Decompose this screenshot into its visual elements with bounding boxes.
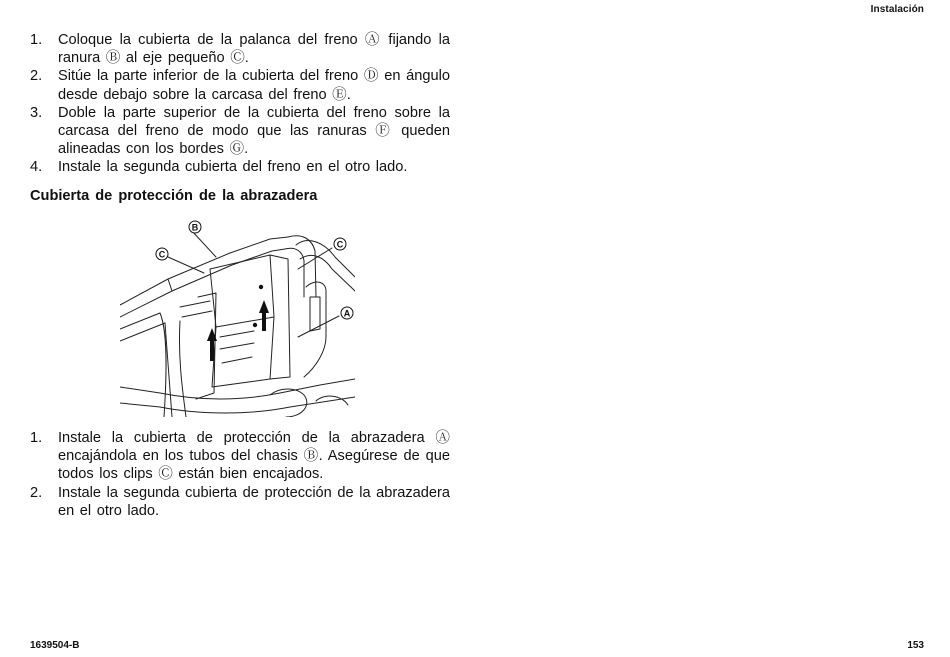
svg-text:C: C — [336, 239, 344, 250]
step-number: 1. — [30, 32, 43, 48]
line-drawing — [120, 231, 355, 417]
callout-label-c — [334, 238, 346, 250]
list-item — [30, 67, 450, 103]
section-heading: Cubierta de protección de la abrazadera — [30, 188, 318, 204]
svg-text:C: C — [158, 249, 166, 260]
page-number: 153 — [907, 640, 924, 651]
step-text: Coloque la cubierta de la palanca del freno Ⓐ fijando la ranura Ⓑ al eje pequeño Ⓒ. — [58, 32, 450, 67]
step-number: 3. — [30, 104, 43, 121]
step-text: Sitúe la parte inferior de la cubierta del freno Ⓓ en ángulo desde debajo sobre la carcasa del freno Ⓔ. — [58, 68, 450, 103]
callout-label-a — [341, 307, 353, 319]
clamp-cover-steps — [30, 429, 450, 520]
running-header-section: Instalación — [870, 4, 924, 15]
clamp-cover-illustration — [120, 217, 355, 417]
document-number: 1639504-B — [30, 640, 80, 651]
svg-text:A: A — [343, 308, 351, 319]
list-item — [30, 158, 450, 176]
list-item — [30, 429, 450, 484]
step-number: 2. — [30, 484, 43, 501]
clip-dot — [253, 323, 257, 327]
brake-cover-steps — [30, 31, 450, 177]
step-number: 1. — [30, 430, 43, 446]
list-item — [30, 484, 450, 520]
callout-label-c — [156, 248, 168, 260]
step-number: 4. — [30, 159, 43, 176]
callout-label-b — [189, 221, 201, 233]
step-text: Doble la parte superior de la cubierta del freno sobre la carcasa del freno de modo que las ranuras Ⓕ queden alineadas con los bordes Ⓖ. — [58, 104, 450, 158]
clip-dot — [259, 285, 263, 289]
step-text: Instale la segunda cubierta del freno en el otro lado. — [58, 159, 408, 176]
list-item — [30, 104, 450, 159]
step-text: Instale la cubierta de protección de la abrazadera Ⓐ encajándola en los tubos del chasis Ⓑ. Asegúrese de que todos los clips Ⓒ están bien encajados. — [58, 430, 450, 483]
step-text: Instale la segunda cubierta de protección de la abrazadera en el otro lado. — [58, 484, 450, 519]
svg-text:B: B — [191, 222, 199, 233]
step-number: 2. — [30, 68, 43, 85]
list-item — [30, 31, 450, 67]
arrow-up-icon — [259, 300, 269, 331]
